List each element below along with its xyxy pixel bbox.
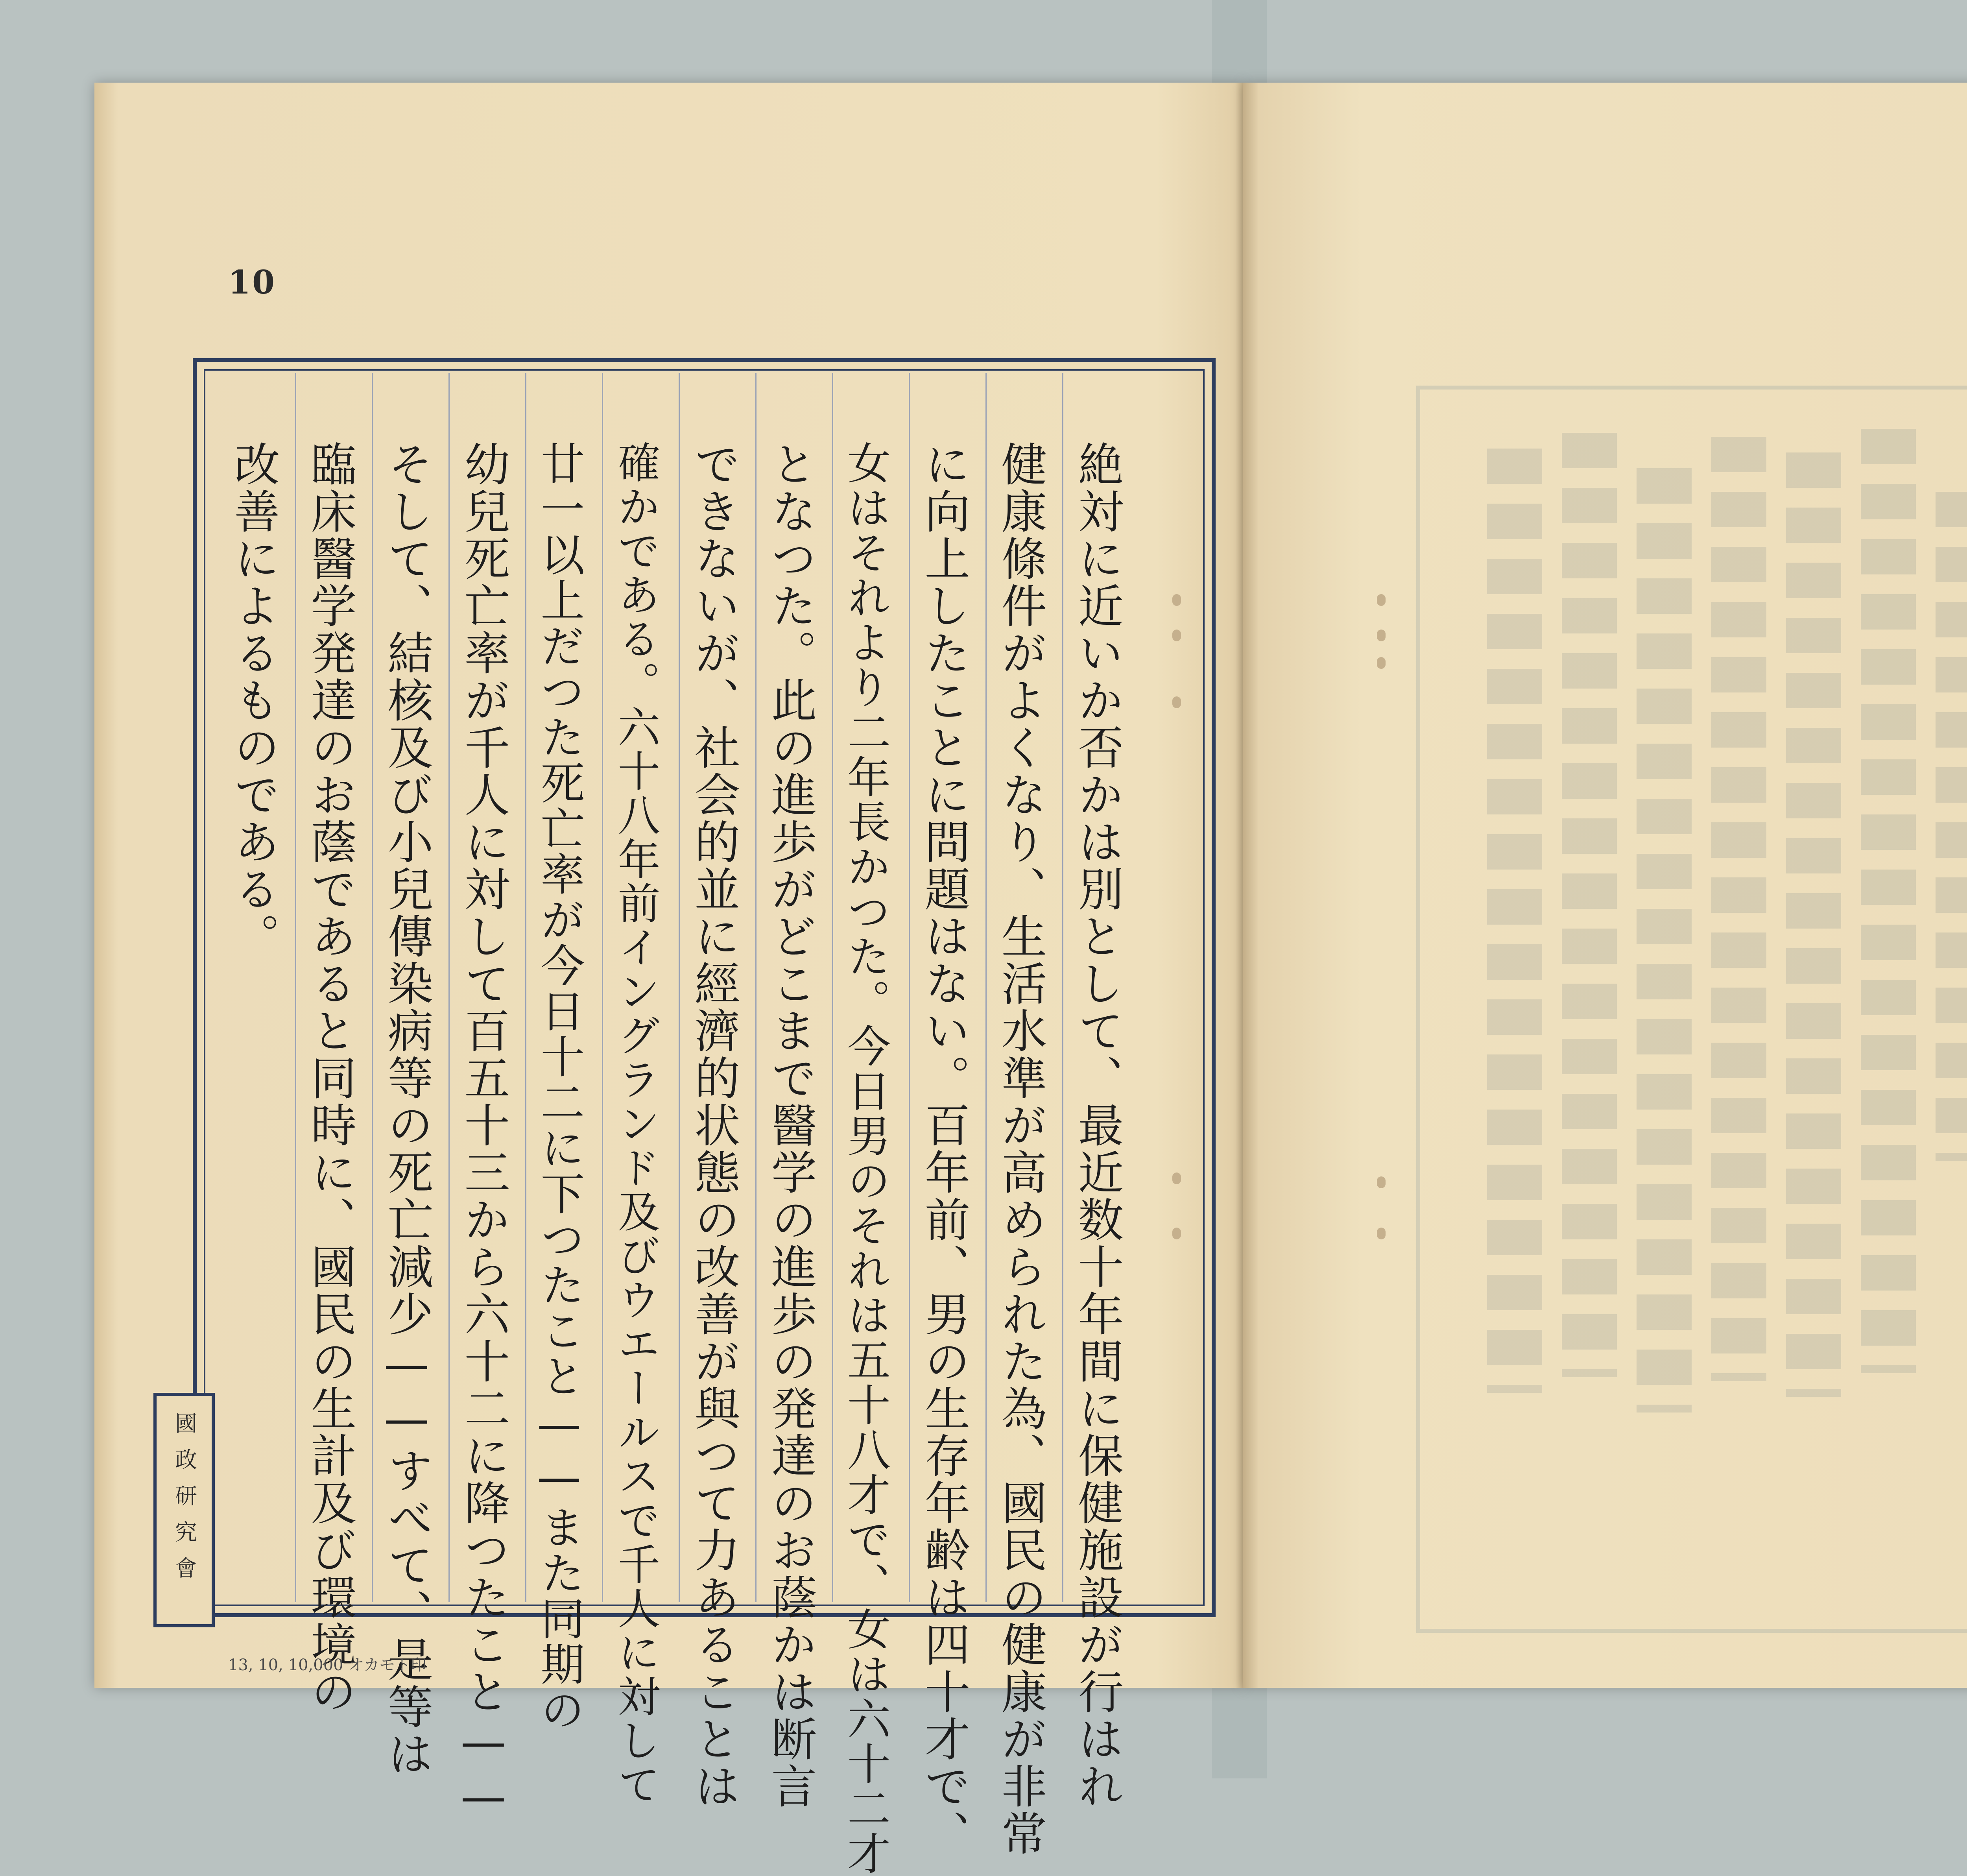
handwritten-line: となつた。此の進歩がどこまで醫学の進歩の発達のお蔭かは断言 [764,441,817,1810]
binding-hole [1377,594,1386,606]
column-rule [832,373,833,1602]
show-through-writing [1637,468,1692,1413]
column-rule [909,373,910,1602]
handwritten-line: できないが、社会的並に經濟的状態の改善が與つて力あることは [687,441,740,1810]
column-rule [1062,373,1063,1602]
handwritten-line: 絶対に近いか否かは別として、最近数十年間に保健施設が行はれ [1070,441,1124,1810]
binding-hole [1377,630,1386,641]
column-rule [295,373,296,1602]
right-page [1243,83,1967,1688]
show-through-frame [1416,386,1967,1633]
handwritten-line: 健康條件がよくなり、生活水準が高められた為、國民の健康が非常 [994,441,1047,1857]
handwritten-line: 女はそれより二年長かつた。今日男のそれは五十八才で、女は六十二才 [840,441,891,1876]
binding-hole [1172,696,1181,708]
binding-hole [1172,594,1181,606]
column-rule [602,373,603,1602]
handwritten-line: 改善によるものである。 [227,441,280,960]
show-through-writing [1786,452,1841,1397]
handwritten-line: 幼兒死亡率が千人に対して百五十三から六十二に降つたこと—— [457,441,510,1825]
publisher-label: 國政研究會 [172,1412,197,1593]
show-through-writing [1562,433,1617,1377]
binding-hole [1377,657,1386,669]
column-rule [679,373,680,1602]
binding-hole [1377,1228,1386,1239]
handwritten-line: 確かである。六十八年前イングランド及びウエールスで千人に対して [611,441,660,1807]
publisher-label-box [153,1393,215,1627]
handwritten-line: に向上したことに問題はない。百年前、男の生存年齢は四十才で、 [917,441,970,1857]
print-imprint: 13, 10, 10,000 オカモト印 [228,1656,427,1674]
page-number: 10 [228,264,277,301]
show-through-writing [1936,492,1967,1161]
column-rule [755,373,757,1602]
show-through-writing [1861,429,1916,1373]
handwritten-line: 臨床醫学発達のお蔭であると同時に、國民の生計及び環境の [303,441,356,1715]
left-page [94,83,1243,1876]
column-rule [372,373,373,1602]
column-rule [448,373,450,1602]
column-rule [985,373,987,1602]
handwritten-line: 廿一以上だつた死亡率が今日十二に下つたこと——また同期の [533,441,585,1733]
show-through-writing [1487,449,1542,1393]
binding-hole [1377,1176,1386,1188]
show-through-writing [1711,437,1766,1381]
binding-hole [1172,630,1181,641]
binding-hole [1172,1228,1181,1239]
column-rule [525,373,526,1602]
open-booklet [94,83,1967,1876]
binding-hole [1172,1172,1181,1184]
handwritten-line: そして、結核及び小兒傳染病等の死亡減少——すべて、是等は [380,441,433,1778]
